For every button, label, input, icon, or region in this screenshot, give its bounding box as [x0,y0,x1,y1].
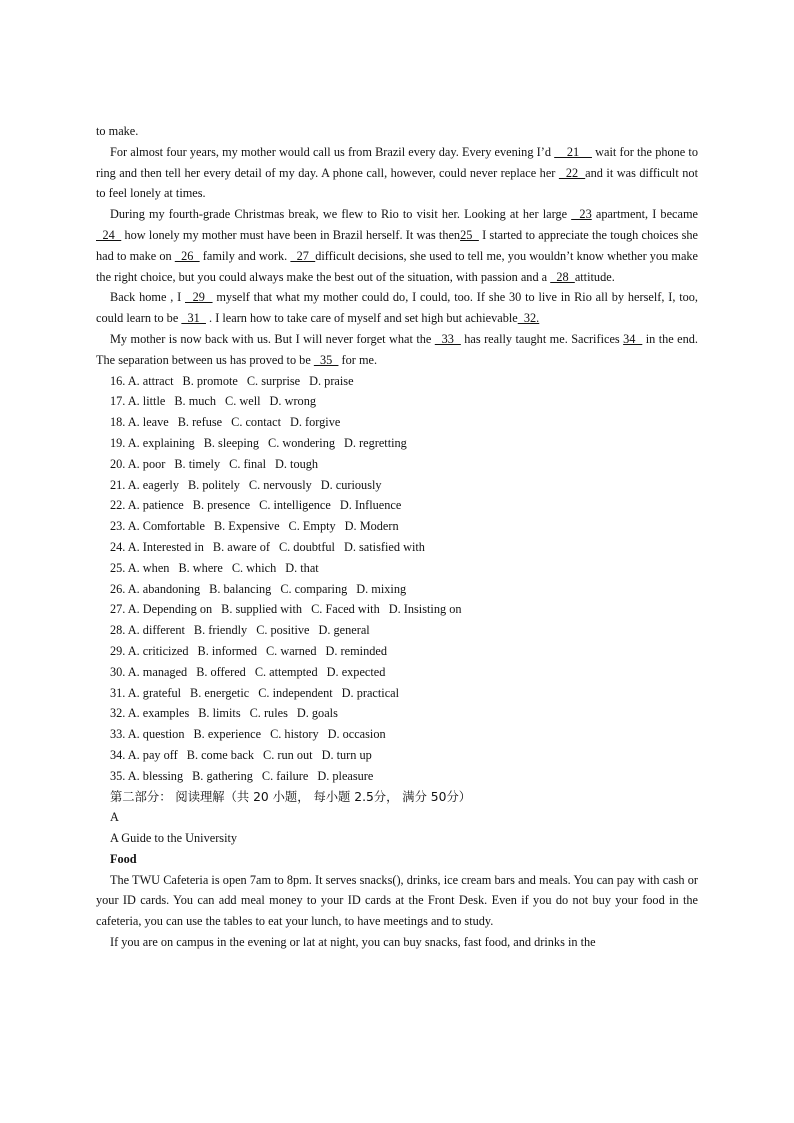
blank-29: 29 [185,290,213,305]
option-row [96,641,698,662]
option-choice: D. wrong [269,394,316,409]
option-choice: C. comparing [280,581,348,596]
blank-22: 22 [558,165,586,180]
option-row [96,371,698,392]
option-choice: B. limits [198,706,241,721]
cloze-paragraph-2: During my fourth-grade Christmas break, we flew to Rio to visit her. Looking at her large 23 apartment, I became 24 how lonely my mother must have been in Brazil herself. It was then25 I started to appreciate the tough choices she had to make on 26 family and work. 27 difficult decisions, she used to tell me, you wouldn’t know whether you make the right choice, but you could always make the best out of the situation, with passion and a 28 attitude. [96,207,699,284]
option-choice: 32. A. examples [110,706,190,721]
blank-24: 24 [96,227,122,242]
option-row [96,475,698,496]
option-choice: B. energetic [190,685,250,700]
blank-34: 34 [623,331,643,346]
option-row [96,703,698,724]
option-choice: B. sleeping [203,435,260,450]
option-choice: D. reminded [325,643,387,658]
option-choice: C. which [231,560,277,575]
option-choice: 17. A. little [110,394,166,409]
option-choice: C. positive [256,623,310,638]
blank-23: 23 [571,207,592,222]
blank-35: 35 [313,352,339,367]
option-choice: D. mixing [356,581,407,596]
option-choice: D. curiously [320,477,382,492]
option-choice: 27. A. Depending on [110,602,213,617]
option-choice: C. warned [265,643,317,658]
option-choice: C. Faced with [311,602,380,617]
option-choice: D. general [318,623,370,638]
passage-letter: A [110,810,119,825]
option-choice: C. history [270,727,319,742]
option-choice: D. practical [341,685,400,700]
cloze-p0: to make. [96,124,139,138]
option-choice: C. wondering [268,435,335,450]
option-choice: B. refuse [177,415,223,430]
option-choice: D. occasion [327,727,386,742]
option-row [96,516,698,537]
option-choice: B. promote [182,373,238,388]
option-choice: 21. A. eagerly [110,477,179,492]
option-choice: 20. A. poor [110,456,166,471]
option-choice: D. Modern [344,519,399,534]
option-choice: B. informed [197,643,257,658]
option-choice: D. regretting [344,435,407,450]
blank-32: 32. [517,311,540,326]
option-choice: B. balancing [209,581,272,596]
option-choice: D. Influence [339,498,402,513]
option-row [96,495,698,516]
food-paragraph-2: If you are on campus in the evening or lat at night, you can buy snacks, fast food, and drinks in the [110,935,596,950]
option-row [96,412,698,433]
option-choice: D. forgive [289,415,341,430]
option-row [96,599,698,620]
option-choice: C. surprise [246,373,301,388]
blank-28: 28 [550,269,575,284]
document-page [96,121,698,953]
cloze-paragraph-3: Back home , I 29 myself that what my mother could do, I could, too. If she 30 to live in Rio all by herself, I, too, could learn to be 31 . I learn how to take care of myself and set high but achievable 32. [96,290,698,326]
passage-title: A Guide to the University [110,831,238,846]
option-row [96,433,698,454]
option-row [96,683,698,704]
blank-21: 21 [554,144,592,159]
option-choice: C. Empty [288,519,336,534]
option-choice: B. politely [187,477,240,492]
option-row [96,579,698,600]
option-choice: 31. A. grateful [110,685,182,700]
option-choice: C. nervously [248,477,312,492]
option-row [96,766,698,787]
option-choice: 16. A. attract [110,373,174,388]
food-paragraph-1: The TWU Cafeteria is open 7am to 8pm. It serves snacks(), drinks, ice cream bars and meals. You can pay with cash or your ID cards. You can add meal money to your ID cards at the Front Desk. Even if you do not buy your food in the cafeteria, you can use the tables to eat your lunch, to have meetings and to study. [96,872,698,929]
option-choice: B. supplied with [221,602,303,617]
option-choice: 22. A. patience [110,498,184,513]
option-choice: C. attempted [254,664,318,679]
option-choice: 23. A. Comfortable [110,519,205,534]
option-row [96,454,698,475]
option-choice: C. intelligence [259,498,331,513]
cloze-paragraph-4: My mother is now back with us. But I will never forget what the 33 has really taught me. Sacrifices 34 in the end. The separation between us has proved to be 35 for me. [96,331,699,367]
option-choice: C. rules [249,706,288,721]
option-choice: 35. A. blessing [110,768,184,783]
option-choice: 28. A. different [110,623,185,638]
option-row [96,558,698,579]
option-choice: D. goals [296,706,338,721]
option-row [96,537,698,558]
option-choice: 26. A. abandoning [110,581,201,596]
option-choice: B. timely [174,456,221,471]
option-row [96,724,698,745]
option-choice: 34. A. pay off [110,747,178,762]
option-choice: 33. A. question [110,727,185,742]
option-choice: D. praise [309,373,354,388]
option-choice: 24. A. Interested in [110,539,204,554]
option-choice: 30. A. managed [110,664,188,679]
option-choice: B. friendly [193,623,248,638]
option-choice: C. run out [263,747,313,762]
blank-27: 27 [290,248,316,263]
option-choice: 29. A. criticized [110,643,189,658]
option-choice: 25. A. when [110,560,170,575]
option-choice: B. Expensive [213,519,280,534]
option-choice: D. expected [326,664,386,679]
blank-33: 33 [434,331,461,346]
option-choice: B. aware of [212,539,270,554]
cloze-paragraph-1: For almost four years, my mother would call us from Brazil every day. Every evening I’d 21 wait for the phone to ring and then tell her every detail of my day. A phone call, however, could never replace her 22 and it was difficult not to feel lonely at times. [96,144,698,201]
option-choice: C. doubtful [278,539,335,554]
blank-31: 31 [181,311,206,326]
options-list [96,371,698,787]
food-heading: Food [110,851,137,866]
option-choice: B. come back [186,747,255,762]
option-row [96,662,698,683]
option-choice: D. that [285,560,319,575]
option-choice: D. pleasure [317,768,374,783]
option-choice: D. tough [275,456,319,471]
option-choice: B. gathering [192,768,253,783]
option-choice: B. offered [196,664,246,679]
section-heading: 第二部分： 阅读理解（共 20 小题， 每小题 2.5分， 满分 50分） [110,789,472,804]
option-choice: B. where [178,560,223,575]
option-choice: B. presence [192,498,251,513]
blank-25: 25 [460,227,479,242]
option-choice: B. much [174,394,217,409]
option-choice: C. well [225,394,261,409]
option-choice: D. turn up [321,747,372,762]
option-row [96,745,698,766]
option-row [96,620,698,641]
option-choice: C. failure [261,768,309,783]
option-choice: 19. A. explaining [110,435,195,450]
option-choice: B. experience [193,727,262,742]
blank-26: 26 [174,248,200,263]
option-choice: 18. A. leave [110,415,169,430]
option-choice: C. independent [258,685,333,700]
option-choice: C. contact [231,415,281,430]
option-choice: C. final [229,456,267,471]
option-row [96,391,698,412]
option-choice: D. Insisting on [388,602,462,617]
option-choice: D. satisfied with [343,539,425,554]
